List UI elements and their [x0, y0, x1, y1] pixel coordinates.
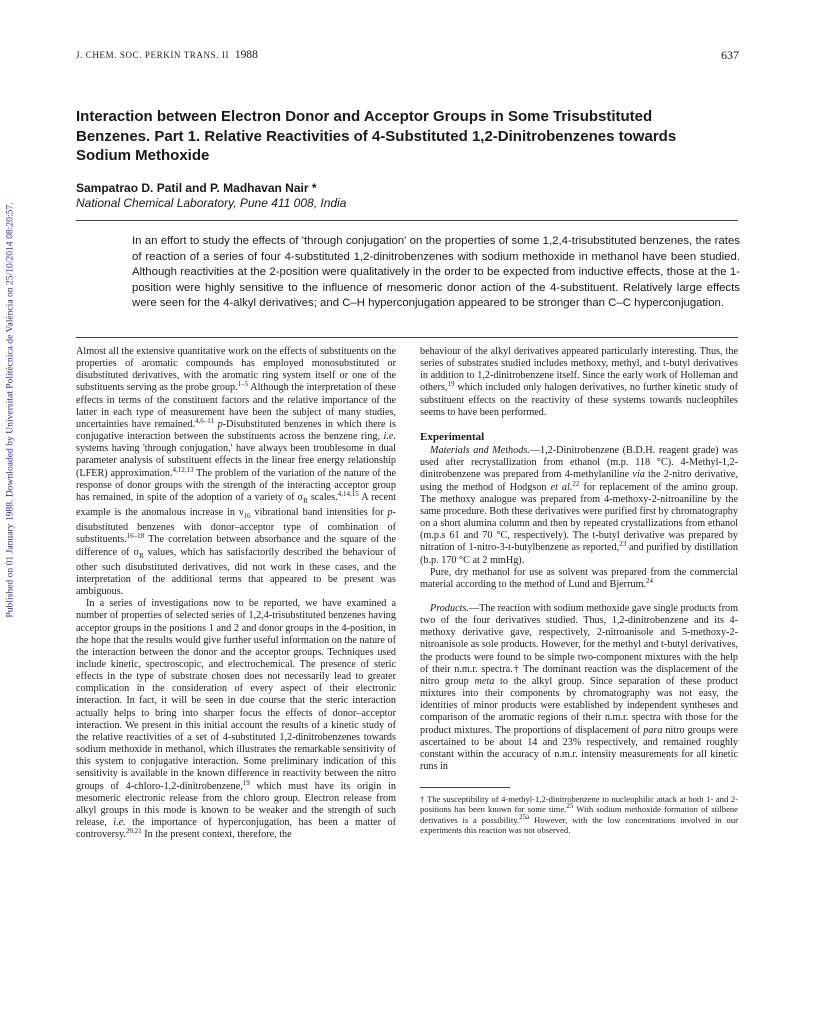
- left-column: [76, 346, 396, 841]
- footnote-rule: [420, 787, 510, 788]
- intro-paragraph-2: In a series of investigations now to be reported, we have examined a number of properties of selected series of 1,2,4-trisubstituted benzenes having acceptor groups in the positions 1 and 2 and donor groups in the 4-position, in the hope that the results would give further useful information on the nature of the interaction between the donor and the acceptor groups. Techniques used include kinetic, spectroscopic, and electrochemical. The presence of steric effects in the type of substrate chosen does not necessarily lead to greater complication in the consideration of every aspect of their electronic interaction. In fact, it will be seen in due course that the steric interaction actually helps to bring into sharper focus the effects of donor–acceptor interaction. We present in this initial account the results of a kinetic study of the relative reactivities of a set of 4-substituted 1,2-dinitrobenzenes towards sodium methoxide in methanol, which illustrates the remarkable sensitivity of this system to conjugative interaction. Some preliminary indication of this sensitivity is available in the known difference in reactivity between the nitro groups of 4-chloro-1,2-dinitrobenzene,$^{19}$ which must have its origin in mesomeric electronic release from the chloro group. Electron release from alkyl groups in this mode is known to be weaker and the strength of such release, i.e. the importance of hyperconjugation, has been a matter of controversy.$^{20,21}$ In the present context, therefore, the: [76, 598, 396, 841]
- right-column: [420, 346, 738, 835]
- footnote: [420, 794, 738, 835]
- journal-year: 1988: [234, 49, 258, 61]
- footnote-text: † The susceptibility of 4-methyl-1,2-dinitrobenzene to nucleophilic attack at both 1- and 2-positions has been known for some time.$^{25}$ With sodium methoxide formation of stilbene derivatives is a possibility.$^{25a}$ However, with the low concentrations involved in our experiments this reaction was not observed.: [420, 794, 738, 835]
- materials-paragraph: Materials and Methods.—1,2-Dinitrobenzene (B.D.H. reagent grade) was used after recrystallization from ethanol (m.p. 118 °C). 4-Methyl-1,2-dinitrobenzene was prepared from 4-methylaniline via the 2-nitro derivative, using the method of Hodgson et al.$^{22}$ for replacement of the amino group. The methoxy analogue was prepared from 4-methoxy-2-nitroaniline by the same procedure. Both these derivatives were purified first by chromatography on a short alumina column and then by repeated crystallizations from ethanol (m.p.s 61 and 70 °C, respectively). The t-butyl derivative was prepared by nitration of 1-nitro-3-t-butylbenzene as reported,$^{23}$ and purified by distillation (b.p. 170 °C at 2 mmHg).: [420, 445, 739, 566]
- author-names: Sampatrao D. Patil and P. Madhavan Nair *: [76, 181, 317, 195]
- methanol-paragraph: Pure, dry methanol for use as solvent was prepared from the commercial material according to the method of Lund and Bjerrum.$^{24}$: [420, 566, 738, 590]
- intro-continuation: behaviour of the alkyl derivatives appeared particularly interesting. Thus, the series of substrates studied includes methoxy, methyl, and t-butyl derivatives in addition to 1,2-dinitrobenzene itself. Since the early work of Holleman and others,$^{19}$ which included only halogen derivatives, no further kinetic study of substituent effects on the reactivity of these systems towards nucleophiles seems to have been performed.: [420, 346, 738, 418]
- author-block: [76, 181, 726, 211]
- journal-name: J. CHEM. SOC. PERKIN TRANS. II: [76, 50, 230, 60]
- page-number: 637: [721, 48, 739, 62]
- affiliation: National Chemical Laboratory, Pune 411 008, India: [76, 196, 347, 210]
- abstract: In an effort to study the effects of 'through conjugation' on the properties of some 1,2,4-trisubstituted benzenes, the rates of reaction of a series of four 4-substituted 1,2-dinitrobenzenes with sodium methoxide in methanol have been studied. Although reactivities at the 2-position were qualitatively in the order to be expected from inductive effects, those at the 1-position were highly sensitive to the influence of mesomeric donor action of the 4-substituent. Relatively large effects were seen for the 4-alkyl derivatives; and C–H hyperconjugation appeared to be stronger than C–C hyperconjugation.: [132, 235, 740, 309]
- abstract-top-rule: [76, 220, 738, 221]
- products-paragraph: Products.—The reaction with sodium methoxide gave single products from two of the four derivatives studied. Thus, 1,2-dinitrobenzene and its 4-methoxy derivative gave, respectively, 2-nitroanisole and 5-methoxy-2-nitroanisole as sole products. However, for the methyl and t-butyl derivatives, the products were found to be simple two-component mixtures with the help of their n.m.r. spectra.† The dominant reaction was the displacement of the nitro group meta to the alkyl group. Since separation of these product mixtures into their components by chromatography was not easy, the identities of minor products were established by independent syntheses and comparison of the aromatic regions of their n.m.r. spectra with those for the product mixtures. The proportions of displacement of para nitro groups were ascertained to be about 14 and 23% respectively, and remained roughly constant within the accuracy of n.m.r. intensity measurements for all kinetic runs in: [420, 602, 738, 772]
- download-watermark-text: Published on 01 January 1988. Downloaded by Universitat Politècnica de València on 25/10/2014 08:20:57.: [4, 202, 16, 618]
- download-watermark: [0, 150, 20, 670]
- paragraph-gap: [420, 591, 738, 603]
- intro-paragraph-1: Almost all the extensive quantitative work on the effects of substituents on the properties of aromatic compounds has employed monosubstituted or disubstituted derivatives, with the aromatic ring system itself or one of the substituents serving as the probe group.$^{1-5}$ Although the interpretation of these effects in terms of the constituent factors and the relative importance of the latter in each type of measurement have been the subject of many studies, uncertainties have remained.$^{4,6-11}$ p-Disubstituted benzenes in which there is conjugative interaction between the substituents across the benzene ring, i.e. systems having 'through conjugation,' have always been troublesome in dual parameter analysis of substituent effects in the linear free energy relationship (LFER) approximation.$^{4,12,13}$ The problem of the variation of the nature of the response of donor groups with the strength of the interacting acceptor group has remained, in spite of the adoption of a variety of $\sigma_R$ scales.$^{4,14,15}$ A recent example is the anomalous increase in $\nu_{16}$ vibrational band intensities for p-disubstituted benzenes with donor–acceptor type of combination of substituents.$^{16-18}$ The correlation between absorbance and the square of the difference of $\sigma_R$ values, which has satisfactorily described the behaviour of other such disubstituted derivatives, did not work in these cases, and the interpretation of the additional terms that appeared to be present was ambiguous.: [76, 346, 397, 598]
- section-heading-experimental: Experimental: [420, 430, 485, 443]
- running-head: [76, 49, 258, 61]
- paper-title: Interaction between Electron Donor and Acceptor Groups in Some Trisubstituted Benzenes. Part 1. Relative Reactivities of 4-Substituted 1,2-Dinitrobenzenes towards Sodium Methoxide: [76, 108, 677, 164]
- abstract-bottom-rule: [76, 337, 738, 338]
